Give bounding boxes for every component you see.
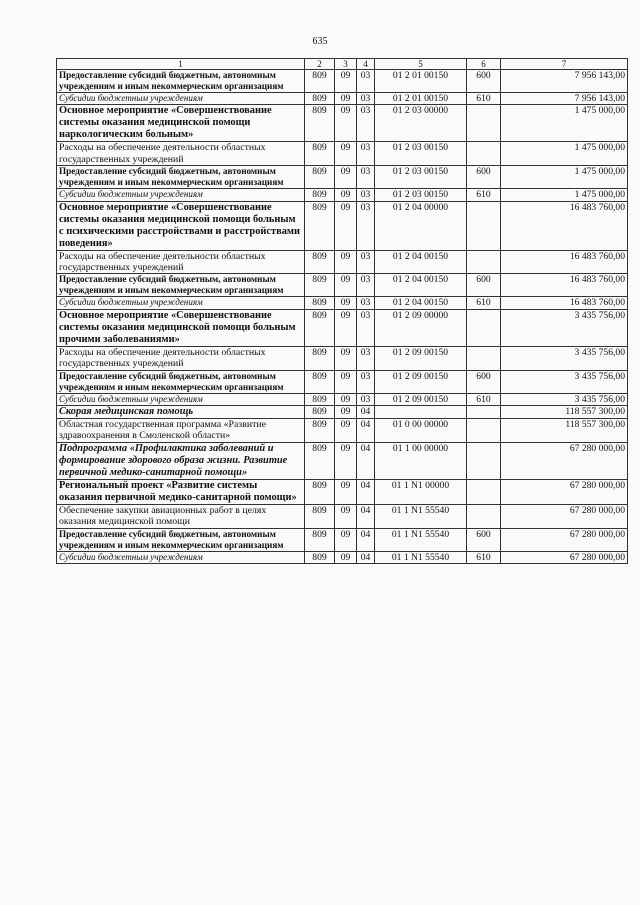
row-name-cell: Субсидии бюджетным учреждениям xyxy=(57,551,305,563)
expense-type-cell xyxy=(467,406,501,419)
expense-type-cell: 600 xyxy=(467,274,501,297)
section-code-cell: 09 xyxy=(335,504,357,528)
amount-cell: 67 280 000,00 xyxy=(501,551,628,563)
amount-cell: 1 475 000,00 xyxy=(501,142,628,166)
target-article-cell: 01 1 N1 55540 xyxy=(375,528,467,551)
ministry-code-cell: 809 xyxy=(305,105,335,142)
subsection-code-cell: 04 xyxy=(357,479,375,504)
table-row xyxy=(57,250,628,274)
target-article-cell: 01 2 04 00150 xyxy=(375,250,467,274)
table-row xyxy=(57,166,628,189)
amount-cell: 67 280 000,00 xyxy=(501,442,628,479)
section-code-cell: 09 xyxy=(335,393,357,405)
section-code-cell: 09 xyxy=(335,166,357,189)
row-name-cell: Основное мероприятие «Совершенствование системы оказания медицинской помощи больным прочими заболеваниями» xyxy=(57,309,305,346)
amount-cell: 16 483 760,00 xyxy=(501,201,628,250)
amount-cell: 16 483 760,00 xyxy=(501,274,628,297)
target-article-cell xyxy=(375,406,467,419)
table-row xyxy=(57,142,628,166)
row-name-cell: Основное мероприятие «Совершенствование системы оказания медицинской помощи больным с психическими расстройствами и расстройствами поведения» xyxy=(57,201,305,250)
section-code-cell: 09 xyxy=(335,274,357,297)
subsection-code-cell: 04 xyxy=(357,528,375,551)
ministry-code-cell: 809 xyxy=(305,393,335,405)
table-row xyxy=(57,105,628,142)
expense-type-cell xyxy=(467,250,501,274)
subsection-code-cell: 04 xyxy=(357,406,375,419)
ministry-code-cell: 809 xyxy=(305,189,335,201)
amount-cell: 3 435 756,00 xyxy=(501,309,628,346)
target-article-cell: 01 1 N1 55540 xyxy=(375,551,467,563)
expense-type-cell: 600 xyxy=(467,166,501,189)
table-row xyxy=(57,70,628,93)
section-code-cell: 09 xyxy=(335,142,357,166)
amount-cell: 3 435 756,00 xyxy=(501,346,628,370)
ministry-code-cell: 809 xyxy=(305,166,335,189)
table-row xyxy=(57,551,628,563)
amount-cell: 16 483 760,00 xyxy=(501,297,628,309)
row-name-cell: Региональный проект «Развитие системы оказания первичной медико-санитарной помощи» xyxy=(57,479,305,504)
expense-type-cell: 600 xyxy=(467,70,501,93)
subsection-code-cell: 03 xyxy=(357,166,375,189)
subsection-code-cell: 03 xyxy=(357,370,375,393)
ministry-code-cell: 809 xyxy=(305,274,335,297)
column-header: 6 xyxy=(467,59,501,70)
ministry-code-cell: 809 xyxy=(305,346,335,370)
table-row xyxy=(57,393,628,405)
table-row xyxy=(57,346,628,370)
row-name-cell: Областная государственная программа «Развитие здравоохранения в Смоленской области» xyxy=(57,419,305,443)
row-name-cell: Предоставление субсидий бюджетным, автономным учреждениям и иным некоммерческим организациям xyxy=(57,166,305,189)
expense-type-cell xyxy=(467,105,501,142)
ministry-code-cell: 809 xyxy=(305,442,335,479)
column-header: 3 xyxy=(335,59,357,70)
expense-type-cell: 610 xyxy=(467,93,501,105)
expense-type-cell: 610 xyxy=(467,297,501,309)
section-code-cell: 09 xyxy=(335,189,357,201)
target-article-cell: 01 1 00 00000 xyxy=(375,442,467,479)
section-code-cell: 09 xyxy=(335,370,357,393)
ministry-code-cell: 809 xyxy=(305,250,335,274)
target-article-cell: 01 2 04 00150 xyxy=(375,297,467,309)
target-article-cell: 01 2 03 00000 xyxy=(375,105,467,142)
ministry-code-cell: 809 xyxy=(305,201,335,250)
amount-cell: 7 956 143,00 xyxy=(501,93,628,105)
section-code-cell: 09 xyxy=(335,250,357,274)
amount-cell: 7 956 143,00 xyxy=(501,70,628,93)
ministry-code-cell: 809 xyxy=(305,309,335,346)
row-name-cell: Расходы на обеспечение деятельности областных государственных учреждений xyxy=(57,142,305,166)
column-header: 1 xyxy=(57,59,305,70)
row-name-cell: Обеспечение закупки авиационных работ в целях оказания медицинской помощи xyxy=(57,504,305,528)
amount-cell: 1 475 000,00 xyxy=(501,166,628,189)
column-header: 7 xyxy=(501,59,628,70)
section-code-cell: 09 xyxy=(335,479,357,504)
section-code-cell: 09 xyxy=(335,70,357,93)
subsection-code-cell: 04 xyxy=(357,442,375,479)
table-row xyxy=(57,309,628,346)
table-row xyxy=(57,528,628,551)
amount-cell: 67 280 000,00 xyxy=(501,528,628,551)
subsection-code-cell: 03 xyxy=(357,250,375,274)
target-article-cell: 01 1 N1 00000 xyxy=(375,479,467,504)
row-name-cell: Расходы на обеспечение деятельности областных государственных учреждений xyxy=(57,250,305,274)
section-code-cell: 09 xyxy=(335,297,357,309)
table-row xyxy=(57,442,628,479)
ministry-code-cell: 809 xyxy=(305,406,335,419)
amount-cell: 118 557 300,00 xyxy=(501,406,628,419)
amount-cell: 3 435 756,00 xyxy=(501,370,628,393)
target-article-cell: 01 2 09 00000 xyxy=(375,309,467,346)
table-row xyxy=(57,297,628,309)
subsection-code-cell: 04 xyxy=(357,551,375,563)
budget-table-body xyxy=(57,59,628,564)
subsection-code-cell: 03 xyxy=(357,346,375,370)
table-row xyxy=(57,504,628,528)
table-row xyxy=(57,201,628,250)
expense-type-cell xyxy=(467,142,501,166)
row-name-cell: Субсидии бюджетным учреждениям xyxy=(57,297,305,309)
row-name-cell: Предоставление субсидий бюджетным, автономным учреждениям и иным некоммерческим организациям xyxy=(57,528,305,551)
target-article-cell: 01 1 N1 55540 xyxy=(375,504,467,528)
expense-type-cell xyxy=(467,479,501,504)
expense-type-cell xyxy=(467,309,501,346)
subsection-code-cell: 03 xyxy=(357,393,375,405)
expense-type-cell xyxy=(467,442,501,479)
subsection-code-cell: 03 xyxy=(357,93,375,105)
table-row xyxy=(57,479,628,504)
section-code-cell: 09 xyxy=(335,528,357,551)
budget-table xyxy=(56,58,628,564)
row-name-cell: Субсидии бюджетным учреждениям xyxy=(57,393,305,405)
subsection-code-cell: 04 xyxy=(357,419,375,443)
amount-cell: 3 435 756,00 xyxy=(501,393,628,405)
section-code-cell: 09 xyxy=(335,201,357,250)
expense-type-cell: 610 xyxy=(467,189,501,201)
section-code-cell: 09 xyxy=(335,309,357,346)
page-number: 635 xyxy=(312,36,328,47)
target-article-cell: 01 2 09 00150 xyxy=(375,346,467,370)
ministry-code-cell: 809 xyxy=(305,370,335,393)
table-row xyxy=(57,406,628,419)
amount-cell: 67 280 000,00 xyxy=(501,479,628,504)
ministry-code-cell: 809 xyxy=(305,479,335,504)
column-header: 2 xyxy=(305,59,335,70)
target-article-cell: 01 2 04 00000 xyxy=(375,201,467,250)
target-article-cell: 01 2 01 00150 xyxy=(375,70,467,93)
amount-cell: 1 475 000,00 xyxy=(501,105,628,142)
table-row xyxy=(57,419,628,443)
subsection-code-cell: 03 xyxy=(357,70,375,93)
amount-cell: 1 475 000,00 xyxy=(501,189,628,201)
row-name-cell: Субсидии бюджетным учреждениям xyxy=(57,93,305,105)
row-name-cell: Субсидии бюджетным учреждениям xyxy=(57,189,305,201)
expense-type-cell: 600 xyxy=(467,370,501,393)
expense-type-cell: 610 xyxy=(467,551,501,563)
target-article-cell: 01 2 03 00150 xyxy=(375,166,467,189)
expense-type-cell: 610 xyxy=(467,393,501,405)
target-article-cell: 01 2 01 00150 xyxy=(375,93,467,105)
table-row xyxy=(57,93,628,105)
target-article-cell: 01 2 04 00150 xyxy=(375,274,467,297)
ministry-code-cell: 809 xyxy=(305,504,335,528)
expense-type-cell xyxy=(467,504,501,528)
column-header: 4 xyxy=(357,59,375,70)
section-code-cell: 09 xyxy=(335,551,357,563)
row-name-cell: Предоставление субсидий бюджетным, автономным учреждениям и иным некоммерческим организациям xyxy=(57,70,305,93)
expense-type-cell xyxy=(467,346,501,370)
row-name-cell: Подпрограмма «Профилактика заболеваний и формирование здорового образа жизни. Развитие первичной медико-санитарной помощи» xyxy=(57,442,305,479)
expense-type-cell: 600 xyxy=(467,528,501,551)
section-code-cell: 09 xyxy=(335,346,357,370)
ministry-code-cell: 809 xyxy=(305,528,335,551)
amount-cell: 118 557 300,00 xyxy=(501,419,628,443)
target-article-cell: 01 2 03 00150 xyxy=(375,142,467,166)
row-name-cell: Расходы на обеспечение деятельности областных государственных учреждений xyxy=(57,346,305,370)
table-row xyxy=(57,189,628,201)
row-name-cell: Скорая медицинская помощь xyxy=(57,406,305,419)
section-code-cell: 09 xyxy=(335,442,357,479)
target-article-cell: 01 0 00 00000 xyxy=(375,419,467,443)
table-row xyxy=(57,370,628,393)
subsection-code-cell: 03 xyxy=(357,297,375,309)
section-code-cell: 09 xyxy=(335,406,357,419)
section-code-cell: 09 xyxy=(335,419,357,443)
row-name-cell: Предоставление субсидий бюджетным, автономным учреждениям и иным некоммерческим организациям xyxy=(57,274,305,297)
target-article-cell: 01 2 09 00150 xyxy=(375,370,467,393)
ministry-code-cell: 809 xyxy=(305,297,335,309)
expense-type-cell xyxy=(467,419,501,443)
subsection-code-cell: 03 xyxy=(357,105,375,142)
column-number-row xyxy=(57,59,628,70)
amount-cell: 67 280 000,00 xyxy=(501,504,628,528)
subsection-code-cell: 03 xyxy=(357,142,375,166)
target-article-cell: 01 2 03 00150 xyxy=(375,189,467,201)
ministry-code-cell: 809 xyxy=(305,551,335,563)
column-header: 5 xyxy=(375,59,467,70)
row-name-cell: Предоставление субсидий бюджетным, автономным учреждениям и иным некоммерческим организациям xyxy=(57,370,305,393)
target-article-cell: 01 2 09 00150 xyxy=(375,393,467,405)
section-code-cell: 09 xyxy=(335,105,357,142)
row-name-cell: Основное мероприятие «Совершенствование системы оказания медицинской помощи наркологическим больным» xyxy=(57,105,305,142)
amount-cell: 16 483 760,00 xyxy=(501,250,628,274)
ministry-code-cell: 809 xyxy=(305,93,335,105)
subsection-code-cell: 03 xyxy=(357,201,375,250)
subsection-code-cell: 03 xyxy=(357,274,375,297)
ministry-code-cell: 809 xyxy=(305,142,335,166)
ministry-code-cell: 809 xyxy=(305,70,335,93)
section-code-cell: 09 xyxy=(335,93,357,105)
subsection-code-cell: 03 xyxy=(357,309,375,346)
subsection-code-cell: 03 xyxy=(357,189,375,201)
table-row xyxy=(57,274,628,297)
ministry-code-cell: 809 xyxy=(305,419,335,443)
expense-type-cell xyxy=(467,201,501,250)
subsection-code-cell: 04 xyxy=(357,504,375,528)
